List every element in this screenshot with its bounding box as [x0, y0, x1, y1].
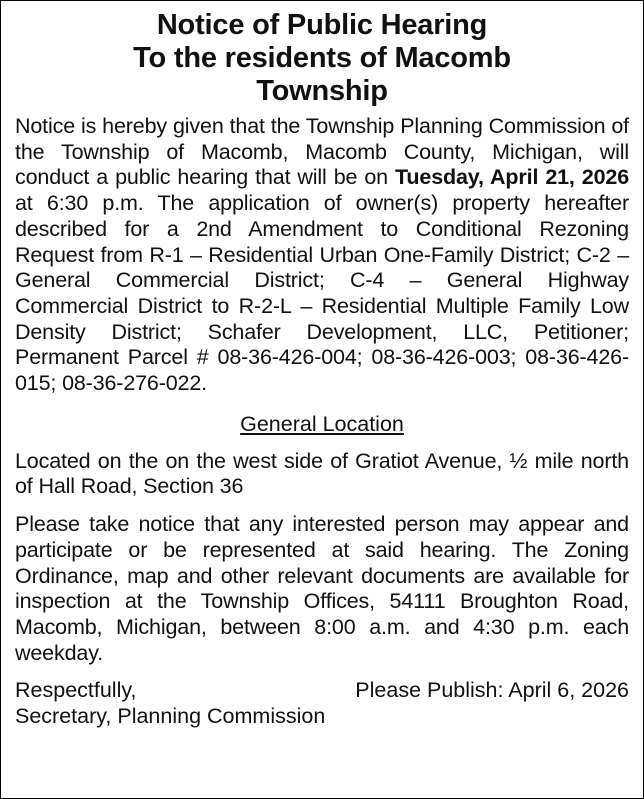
- closing-text: Respectfully,: [15, 678, 137, 703]
- title-line-3: Township: [256, 75, 388, 107]
- spacer: [15, 500, 629, 512]
- hearing-date: Tuesday, April 21, 2026: [395, 165, 630, 190]
- title-line-1: Notice of Public Hearing: [156, 9, 488, 41]
- location-heading: General Location: [240, 411, 404, 436]
- notice-title: [15, 9, 629, 108]
- notice-paragraph: Please take notice that any interested person may appear and participate or be represented at said hearing. The Zoning Ordinance, map and other relevant documents are available for inspection at the Township Offices, 54111 Broughton Road, Macomb, Michigan, between 8:00 a.m. and 4:30 p.m. each weekday.: [15, 512, 629, 665]
- title-line-2: To the residents of Macomb: [133, 42, 511, 74]
- signature-line: Secretary, Planning Commission: [15, 704, 326, 729]
- intro-text-before-date: Notice is hereby given that the Township Planning Commission of the Township of Macomb, Macomb County, Michigan, will conduct a public hearing that will be on: [15, 114, 629, 190]
- location-paragraph: Located on the on the west side of Gratiot Avenue, ½ mile north of Hall Road, Section 36: [15, 448, 629, 499]
- intro-text-after-date: at 6:30 p.m. The application of owner(s) property hereafter described for a 2nd Amendment to Conditional Rezoning Request from R-1 – Residential Urban One-Family District; C-2 – General Commercial District; C-4 – General Highway Commercial District to R-2-L – Residential Multiple Family Low Density District; Schafer Development, LLC, Petitioner; Permanent Parcel # 08-36-426-004; 08-36-426-003; 08-36-426-015; 08-36-276-022.: [15, 191, 629, 396]
- publish-date-text: Please Publish: April 6, 2026: [355, 678, 629, 703]
- footer-row: [15, 678, 629, 704]
- intro-paragraph: [15, 114, 629, 397]
